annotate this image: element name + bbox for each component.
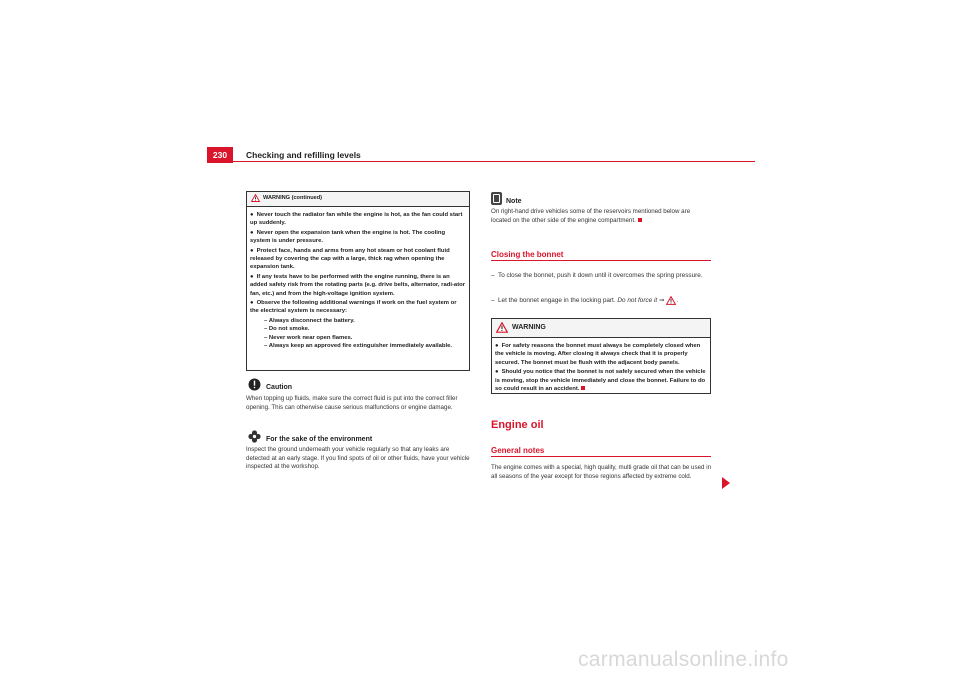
bullet-icon: ● (250, 212, 254, 218)
warning-subitem: – Always keep an approved fire extinguisher immediately available. (264, 343, 453, 350)
closing-bonnet-heading: Closing the bonnet (491, 250, 564, 259)
warning-icon (251, 194, 260, 202)
warning-item: ● Never open the expansion tank when the engine is hot. The cooling system is under pressure. (250, 229, 446, 245)
bullet-icon: ● (250, 273, 254, 280)
environment-text: Inspect the ground underneath your vehicle regularly so that any leaks are detected at an early stage. If you find spots of oil or other fluids, have your vehicle inspected at the workshop. (246, 446, 470, 471)
closing-step-2: Let the bonnet engage in the locking part. Do not force it ⇒ . (498, 297, 679, 305)
section-rule (491, 456, 711, 457)
watermark: carmanualsonline.info (578, 648, 789, 671)
bullet-icon: ● (250, 229, 254, 236)
page-header-title: Checking and refilling levels (246, 150, 361, 160)
warning-reference-icon (666, 296, 676, 305)
warning-subitem: – Always disconnect the battery. (264, 317, 355, 324)
closing-step-1: To close the bonnet, push it down until it overcomes the spring pressure. (498, 272, 703, 279)
bonnet-warning-header (492, 319, 710, 338)
step-dash: – (491, 297, 495, 304)
warning-continued-box (246, 191, 470, 371)
bonnet-warning-box (491, 318, 711, 394)
end-of-section-icon (638, 218, 642, 222)
warning-subitem: – Do not smoke. (264, 326, 310, 333)
section-rule (491, 260, 711, 261)
caution-text: When topping up fluids, make sure the correct fluid is put into the correct filler opening. This can otherwise cause serious malfunctions or engine damage. (246, 395, 458, 411)
next-page-arrow-icon (722, 477, 730, 489)
warning-continued-header (247, 192, 469, 207)
warning-item: ● Observe the following additional warnings if work on the fuel system or the electrical system is necessary: (250, 300, 457, 315)
bullet-icon: ● (250, 247, 254, 254)
warning-continued-title: WARNING (continued) (263, 195, 323, 201)
environment-title: For the sake of the environment (266, 436, 373, 443)
general-notes-heading: General notes (491, 446, 545, 455)
bonnet-warning-title: WARNING (512, 324, 546, 331)
caution-icon (248, 378, 261, 391)
engine-oil-heading: Engine oil (491, 419, 544, 431)
note-text: On right-hand drive vehicles some of the reservoirs mentioned below are located on the other side of the engine compartment. (491, 208, 691, 224)
header-rule (207, 161, 755, 162)
warning-item: ● Protect face, hands and arms from any hot steam or hot coolant fluid released by covering the cap with a large, thick rag when opening the expansion tank. (250, 247, 450, 271)
warning-item: ● Never touch the radiator fan while the engine is hot, as the fan could start up suddenly. (250, 212, 463, 227)
warning-subitem: – Never work near open flames. (264, 334, 353, 341)
bullet-icon: ● (495, 369, 499, 376)
engine-oil-text: The engine comes with a special, high quality, multi grade oil that can be used in all seasons of the year except for those regions affected by extreme cold. (491, 464, 712, 480)
end-of-section-icon (581, 386, 585, 390)
bullet-icon: ● (495, 343, 499, 349)
note-icon (491, 192, 502, 205)
step-dash: – (491, 272, 495, 279)
page-number: 230 (207, 147, 233, 163)
warning-item: ● For safety reasons the bonnet must always be completely closed when the vehicle is moving. After closing it always check that it is properly secured. The bonnet must be flush with the adjacent body panels. (495, 343, 701, 366)
bullet-icon: ● (250, 300, 254, 307)
warning-item: ● Should you notice that the bonnet is not safely secured when the vehicle is moving, stop the vehicle immediately and close the bonnet. Failure to do so could result in an accident. (495, 369, 706, 393)
caution-title: Caution (266, 384, 293, 391)
note-title: Note (506, 198, 522, 205)
warning-item: ● If any tests have to be performed with the engine running, there is an added safety risk from the rotating parts (e.g. drive belts, alternator, radi-ator fan, etc.) and from the high-voltage ignition system. (250, 273, 466, 297)
warning-icon (496, 322, 508, 333)
environment-icon (248, 430, 261, 443)
